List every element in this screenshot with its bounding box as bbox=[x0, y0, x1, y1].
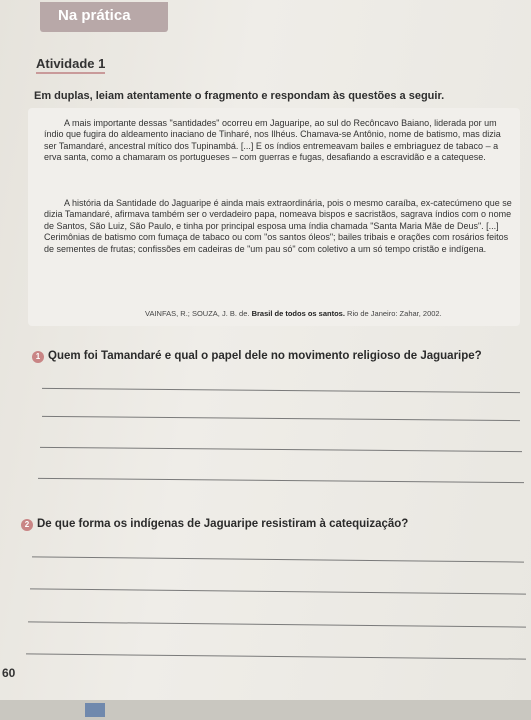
question-1-text: Quem foi Tamandaré e qual o papel dele no movimento religioso de Jaguaripe? bbox=[48, 350, 482, 362]
excerpt-source bbox=[145, 309, 442, 318]
source-authors: VAINFAS, R.; SOUZA, J. B. de. bbox=[145, 309, 250, 318]
question-2-number-badge: 2 bbox=[21, 519, 33, 531]
excerpt-paragraph-2: A história da Santidade do Jaguaripe é ainda mais extraordinária, pois o mesmo caraíba, ex-catecúmeno que se dizia Tamandaré, afirmava também ser o verdadeiro papa, nomeava bispos e sacristãos, sagrava índios com o nome de Santos, São Luiz, São Paulo, e tinha por principal esposa uma índia chamada "Santa Maria Mãe de Deus". [...] Cerimônias de batismo com fumaça de tabaco ou com "os santos óleos"; bailes tribais e orações com rosários feitos de sementes de frutas; confissões em cadeiras de "um pau só" com coletivo a um só tempo cristão e indígena. bbox=[44, 198, 512, 254]
edge-mark bbox=[85, 703, 105, 717]
question-1-number-badge: 1 bbox=[32, 351, 44, 363]
activity-title: Atividade 1 bbox=[36, 56, 105, 74]
page-edge bbox=[0, 700, 531, 720]
source-title: Brasil de todos os santos. bbox=[251, 309, 345, 318]
instruction-text: Em duplas, leiam atentamente o fragmento e respondam às questões a seguir. bbox=[34, 90, 445, 102]
question-2-text: De que forma os indígenas de Jaguaripe resistiram à catequização? bbox=[37, 518, 409, 530]
section-banner-label: Na prática bbox=[58, 7, 131, 24]
source-publisher: Rio de Janeiro: Zahar, 2002. bbox=[347, 309, 442, 318]
page-number: 60 bbox=[2, 666, 16, 680]
excerpt-paragraph-1: A mais importante dessas "santidades" ocorreu em Jaguaripe, ao sul do Recôncavo Baiano, liderada por um índio que fugira do aldeamento inaciano de Tinharé, nos Ilhéus. Chamava-se Antônio, nome de batismo, mas dizia ser Tamandaré, ancestral mítico dos Tupinambá. [...] E os índios entremeavam bailes e embriaguez de tabaco – a erva santa, como a chamaram os portugueses – com guerras e fugas, desafiando a escravidão e a catequese. bbox=[44, 118, 501, 163]
